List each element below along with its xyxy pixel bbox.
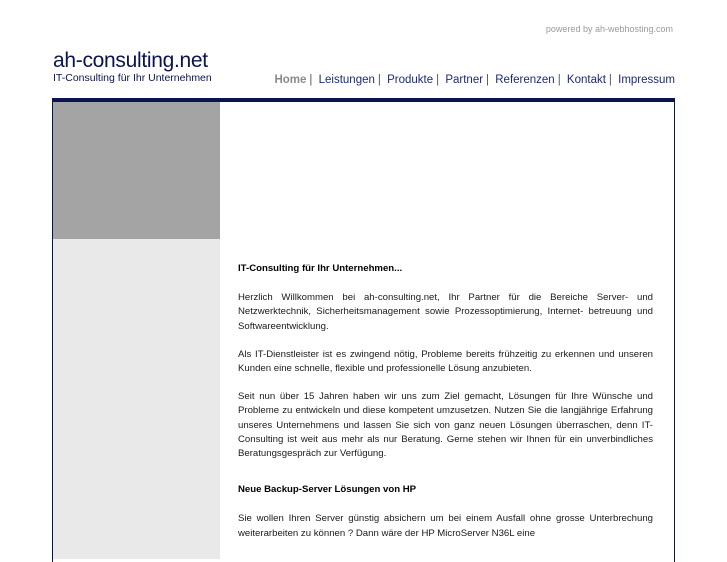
nav-item-partner[interactable]: Partner	[445, 74, 484, 86]
content-heading-intro: IT-Consulting für Ihr Unternehmen...	[238, 263, 403, 274]
site-logo[interactable]	[53, 50, 212, 84]
nav-separator: |	[486, 74, 490, 86]
powered-by-text[interactable]: powered by ah-webhosting.com	[545, 24, 673, 34]
content-heading-backup: Neue Backup-Server Lösungen von HP	[238, 484, 417, 496]
nav-item-produkte[interactable]: Produkte	[387, 74, 434, 86]
content-paragraph-experience: Seit nun über 15 Jahren haben wir uns zum Ziel gemacht, Lösungen für Ihre Wünsche und Probleme zu entwickeln und diese kompetent umzusetzen. Nutzen Sie die langjährige Erfahrung unseres Unternehmens und lassen Sie sich von ganz neuen Lösungen überraschen, denn IT-Consulting ist weit aus mehr als nur Beratung. Gerne stehen wir Ihnen für ein unverbindliches Beratungsgespräch zur Verfügung.	[238, 391, 653, 460]
nav-item-kontakt[interactable]: Kontakt	[566, 74, 606, 86]
nav-separator: |	[608, 74, 612, 86]
nav-separator: |	[377, 74, 381, 86]
nav-separator: |	[436, 74, 440, 86]
nav-item-home[interactable]: Home	[274, 74, 307, 86]
nav-item-impressum[interactable]: Impressum	[618, 74, 675, 86]
sidebar-image-placeholder	[53, 102, 220, 239]
sidebar-panel	[53, 239, 220, 559]
nav-item-leistungen[interactable]: Leistungen	[318, 74, 375, 86]
main-content	[238, 262, 653, 555]
nav-item-referenzen[interactable]: Referenzen	[495, 74, 555, 86]
main-navigation	[274, 74, 675, 86]
logo-subtitle: IT-Consulting für Ihr Unternehmen	[53, 72, 212, 84]
content-paragraph-welcome: Herzlich Willkommen bei ah-consulting.net, Ihr Partner für die Bereiche Server- und Netzwerktechnik, Sicherheitsmanagement sowie Prozessoptimierung, Internet- betreuung und Softwareentwicklung.	[238, 292, 653, 332]
nav-separator: |	[309, 74, 313, 86]
content-paragraph-service: Als IT-Dienstleister ist es zwingend nötig, Probleme bereits frühzeitig zu erkennen und unseren Kunden eine schnelle, flexible und professionelle Lösung anzubieten.	[238, 348, 653, 375]
content-paragraph-backup: Sie wollen Ihren Server günstig absichern um bei einem Ausfall ohne grosse Unterbrechung weiterarbeiten zu können ? Dann wäre der HP MicroServer N36L eine	[238, 513, 653, 539]
nav-separator: |	[557, 74, 561, 86]
logo-title: ah-consulting.net	[53, 49, 208, 72]
